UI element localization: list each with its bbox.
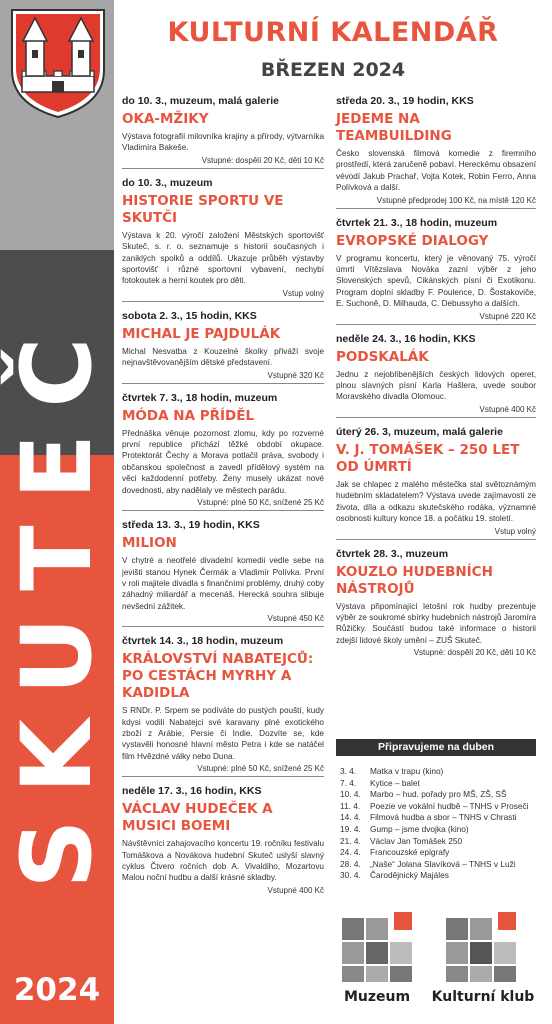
upcoming-date: 3. 4. [340, 766, 357, 776]
event-when: neděle 17. 3., 16 hodin, KKS [122, 785, 262, 798]
upcoming-item [340, 824, 536, 836]
event-price: Vstupné: dospělí 20 Kč, děti 10 Kč [413, 648, 536, 658]
event-price: Vstupné 400 Kč [267, 885, 324, 895]
upcoming-date: 19. 4. [340, 823, 361, 834]
upcoming-text: Francouzské epigrafy [370, 847, 450, 858]
event-desc: Návštěvníci zahajovacího koncertu 19. ročníku festivalu Tomáškova a Novákova hudební Skuteč uslyší slavný cyklus Čtvero ročních dob A. Vivaldiho, Mozartovu Malou noční hudbu a další krásné skladby. [122, 839, 324, 883]
event-name: VÁCLAV HUDEČEK A MUSICI BOEMI [122, 801, 273, 835]
side-banner [0, 0, 114, 1024]
event-desc: Michal Nesvatba z Kouzelné školky přiváží svoje nejnavštěvovanějším dětské představení. [122, 346, 324, 368]
upcoming-text: Gump – jsme dvojka (kino) [370, 823, 469, 834]
event-when: středa 20. 3., 19 hodin, KKS [336, 95, 474, 107]
upcoming-item [340, 870, 536, 882]
upcoming-item [340, 812, 536, 824]
event-desc: Výstava k 20. výročí založení Městských sportovišť Skuteč, s. r. o. seznamuje s historií současných i zaniklých spolků a oddílů. Ukazuje průběh výstavby sportovišť i různé sportovní vybavení, nechybí fotokoutek a herní koutek pro děti. [122, 230, 324, 286]
event-name: V. J. TOMÁŠEK – 250 LET OD ÚMRTÍ [336, 441, 520, 475]
event-price: Vstupné 320 Kč [267, 370, 324, 380]
upcoming-date: 28. 4. [340, 858, 361, 869]
event-desc: V programu koncertu, který je věnovaný 75. výročí úmrtí Vítězslava Nováka zazní výběr z jeho Slovenských spevů, Cikánských písní či Exotikonu. Program doplní skladby F. Poulence, D. Šostakoviče, E. Suchoně, D. Milhauda, C. Debussyho a dalších. [336, 253, 536, 309]
event-item [336, 92, 536, 209]
upcoming-item [340, 801, 536, 813]
upcoming-date: 7. 4. [340, 777, 357, 788]
event-item [122, 632, 324, 777]
page-title: KULTURNÍ KALENDÁŘ [167, 17, 499, 48]
event-price: Vstupné předprodej 100 Kč, na místě 120 Kč [376, 195, 536, 205]
museum-logo [336, 912, 418, 1005]
upcoming-date: 10. 4. [340, 789, 361, 800]
upcoming-text: Marbo – hud. pořady pro MŠ, ZŠ, SŠ [370, 789, 507, 800]
event-price: Vstupné: plné 50 Kč, snížené 25 Kč [197, 498, 324, 508]
upcoming-text: Václav Jan Tomášek 250 [370, 835, 463, 846]
event-price: Vstupné: dospělí 20 Kč, děti 10 Kč [201, 155, 324, 165]
event-when: sobota 2. 3., 15 hodin, KKS [122, 309, 257, 322]
upcoming-date: 21. 4. [340, 835, 361, 846]
upcoming-date: 30. 4. [340, 870, 361, 881]
event-price: Vstupné: plné 50 Kč, snížené 25 Kč [197, 764, 324, 774]
club-logo-text: Kulturní klub [431, 989, 535, 1005]
city-crest-icon [8, 4, 108, 120]
upcoming-date: 11. 4. [340, 800, 361, 811]
upcoming-text: Matka v trapu (kino) [370, 766, 444, 776]
event-name: EVROPSKÉ DIALOGY [336, 232, 489, 249]
event-desc: Výstava připomínající letošní rok hudby prezentuje výběr ze soukromé sbírky hudebních nástrojů Jaromíra Růžičky. Součástí budou také informace o historii zdejší lidové školy umění – ZUŠ Skuteč. [336, 601, 536, 645]
event-name: PODSKALÁK [336, 348, 429, 365]
event-item [122, 174, 324, 302]
upcoming-text: Poezie ve vokální hudbě – TNHS v Proseči [370, 800, 529, 811]
event-desc: Česko slovenská filmová komedie z firemního prostředí, která zaručeně pobaví. Hereckému obsazení vévodí Jakub Prachař, Vojta Kotek, Robin Ferro, Anna Polívková a další. [336, 149, 536, 193]
event-price: Vstup volný [282, 288, 324, 298]
event-item [336, 330, 536, 418]
upcoming-item [340, 789, 536, 801]
events-column-left [122, 92, 324, 903]
museum-logo-text: Muzeum [343, 989, 411, 1005]
event-item [336, 423, 536, 540]
upcoming-date: 24. 4. [340, 847, 361, 858]
side-year: 2024 [13, 972, 101, 1008]
upcoming-item [340, 859, 536, 871]
museum-logo-icon [336, 912, 418, 984]
upcoming-item [340, 847, 536, 859]
event-item [122, 516, 324, 627]
upcoming-item [340, 836, 536, 848]
upcoming-item [340, 766, 536, 778]
upcoming-text: „Naše“ Jolana Slavíková – TNHS v Luži [370, 858, 516, 869]
event-item [122, 92, 324, 169]
club-logo-icon [430, 912, 536, 984]
event-when: čtvrtek 7. 3., 18 hodin, muzeum [122, 391, 278, 404]
event-item [336, 214, 536, 325]
event-desc: V chytré a neotřelé divadelní komedii vedle sebe na jevišti stanou Hynek Čermák a Vladimír Polívka. První v roli majitele divadla s finančními problémy, druhý coby záhadný miliardář a mecenáš. Herecká souhra slibuje nevšední zážitek. [122, 556, 324, 611]
event-when: čtvrtek 28. 3., muzeum [336, 547, 449, 560]
side-town-name: SKUTEČ [1, 311, 113, 889]
event-desc: Výstava fotografií milovníka krajiny a přírody, výtvarníka Vladimíra Bakeše. [122, 132, 324, 153]
event-name: JEDEME NA TEAMBUILDING [336, 111, 452, 144]
event-desc: Jednu z nejoblíbenějších českých lidových operet, plnou slavných písní Karla Hašlera, uvede soubor Moravského divadla Olomouc. [336, 369, 536, 402]
event-item [122, 389, 324, 511]
event-price: Vstupné 450 Kč [267, 614, 324, 624]
event-name: MÓDA NA PŘÍDĚL [122, 407, 255, 424]
event-when: středa 13. 3., 19 hodin, KKS [122, 519, 260, 532]
event-name: MICHAL JE PAJDULÁK [122, 325, 281, 342]
event-price: Vstupné 400 Kč [479, 404, 536, 414]
event-name: MILION [122, 535, 177, 552]
upcoming-text: Kytice – balet [370, 777, 420, 788]
event-price: Vstupné 220 Kč [479, 311, 536, 321]
event-name: OKA-MŽIKY [122, 111, 209, 127]
event-item [336, 545, 536, 661]
upcoming-list [340, 766, 536, 882]
upcoming-item [340, 778, 536, 790]
event-desc: S RNDr. P. Srpem se podíváte do pustých pouští, kudy kdysi vodili Nabatejci své karavany plné exotického zboží z Arábie, Persie či Indie. Dozvíte se, kde vystavěli honosné hlavní město Petra i kde se natáčel film Hvězdné války nebo Duna. [122, 706, 324, 761]
event-name: KOUZLO HUDEBNÍCH NÁSTROJŮ [336, 563, 493, 597]
club-logo [430, 912, 536, 1005]
event-price: Vstup volný [494, 526, 536, 536]
event-desc: Přednáška věnuje pozornost zlomu, kdy po rozverné první republice přichází těžké období okupace. Protektorát Čechy a Morava potlačil práva, svobody i občanskou společnost a zavedl přídělový systém na věci každodenní potřeby. Ženy musely ukázat nové dovednosti, aby nadělaly ve městech parádu. [122, 428, 324, 495]
event-name: HISTORIE SPORTU VE SKUTČI [122, 192, 284, 226]
event-desc: Jak se chlapec z malého městečka stal světoznámým hudebním skladatelem? Výstava uvede zajímavosti ze života, díla a odkazu skutečského rodáka, významné osobnosti kultury konce 18. a počátku 19. století. [336, 479, 536, 524]
event-when: do 10. 3., muzeum [122, 176, 213, 189]
event-when: čtvrtek 14. 3., 18 hodin, muzeum [122, 635, 284, 648]
event-when: úterý 26. 3, muzeum, malá galerie [336, 425, 503, 438]
event-when: čtvrtek 21. 3., 18 hodin, muzeum [336, 216, 498, 229]
upcoming-text: Čarodějnický Majáles [370, 870, 449, 881]
event-item [122, 307, 324, 384]
upcoming-heading: Připravujeme na duben [336, 739, 536, 756]
upcoming-date: 14. 4. [340, 812, 361, 823]
event-item [122, 782, 324, 898]
event-name: KRÁLOVSTVÍ NABATEJCŮ: PO CESTÁCH MYRHY A KADIDLA [122, 651, 314, 702]
upcoming-text: Filmová hudba a sbor – TNHS v Chrasti [370, 812, 517, 823]
event-when: neděle 24. 3., 16 hodin, KKS [336, 332, 476, 345]
page-subtitle: BŘEZEN 2024 [260, 59, 406, 81]
events-column-right [336, 92, 536, 665]
event-when: do 10. 3., muzeum, malá galerie [122, 95, 279, 107]
